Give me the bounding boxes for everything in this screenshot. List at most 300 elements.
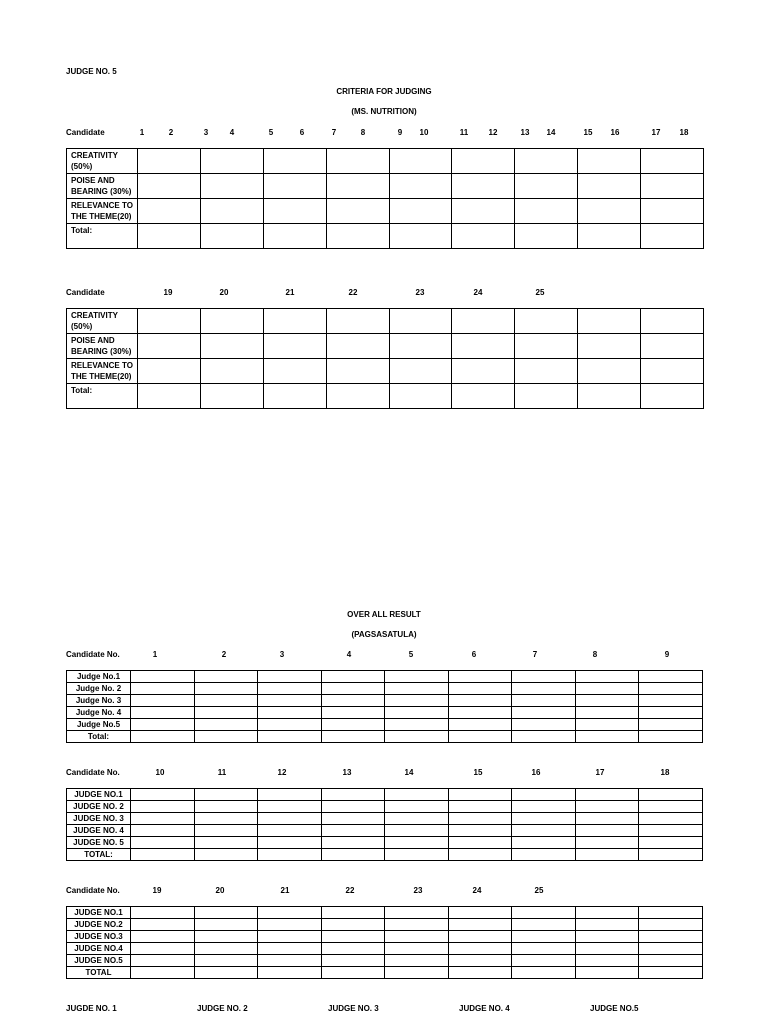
result-cell[interactable] — [639, 695, 703, 707]
result-cell[interactable] — [639, 931, 703, 943]
result-cell[interactable] — [512, 955, 576, 967]
result-cell[interactable] — [448, 719, 512, 731]
candidate-number: 21 — [285, 288, 295, 297]
result-cell[interactable] — [131, 731, 195, 743]
score-cell[interactable] — [515, 199, 578, 224]
result-cell[interactable] — [131, 955, 195, 967]
result-cell[interactable] — [448, 695, 512, 707]
result-cell[interactable] — [194, 695, 258, 707]
result-cell[interactable] — [194, 955, 258, 967]
score-cell[interactable] — [452, 384, 515, 409]
result-cell[interactable] — [575, 955, 639, 967]
result-cell[interactable] — [448, 907, 512, 919]
judge-row-label: JUDGE NO.4 — [67, 943, 131, 955]
result-cell[interactable] — [321, 801, 385, 813]
result-header-row-2 — [66, 769, 706, 777]
result-cell[interactable] — [194, 825, 258, 837]
score-cell[interactable] — [578, 359, 641, 384]
score-cell[interactable] — [263, 149, 326, 174]
score-cell[interactable] — [200, 384, 263, 409]
score-cell[interactable] — [389, 309, 452, 334]
result-cell[interactable] — [575, 813, 639, 825]
score-cell[interactable] — [326, 334, 389, 359]
score-cell[interactable] — [452, 199, 515, 224]
score-cell[interactable] — [452, 309, 515, 334]
result-cell[interactable] — [258, 695, 322, 707]
result-cell[interactable] — [258, 967, 322, 979]
result-cell[interactable] — [385, 671, 449, 683]
result-cell[interactable] — [512, 671, 576, 683]
result-cell[interactable] — [448, 683, 512, 695]
total-row-label: TOTAL: — [67, 849, 131, 861]
score-cell[interactable] — [326, 199, 389, 224]
result-cell[interactable] — [131, 967, 195, 979]
result-cell[interactable] — [321, 719, 385, 731]
score-cell[interactable] — [515, 224, 578, 249]
score-cell[interactable] — [326, 149, 389, 174]
result-cell[interactable] — [321, 695, 385, 707]
result-cell[interactable] — [385, 919, 449, 931]
result-cell[interactable] — [258, 907, 322, 919]
result-cell[interactable] — [385, 837, 449, 849]
result-cell[interactable] — [512, 707, 576, 719]
result-cell[interactable] — [131, 683, 195, 695]
result-cell[interactable] — [385, 695, 449, 707]
score-cell[interactable] — [138, 199, 201, 224]
result-cell[interactable] — [194, 731, 258, 743]
candidate-number: 3 — [279, 650, 285, 659]
judge-row-label: JUDGE NO.3 — [67, 931, 131, 943]
result-cell[interactable] — [639, 719, 703, 731]
result-cell[interactable] — [131, 789, 195, 801]
result-cell[interactable] — [512, 837, 576, 849]
result-cell[interactable] — [512, 943, 576, 955]
result-cell[interactable] — [512, 731, 576, 743]
result-cell[interactable] — [639, 707, 703, 719]
score-cell[interactable] — [263, 309, 326, 334]
result-cell[interactable] — [131, 825, 195, 837]
result-cell[interactable] — [512, 931, 576, 943]
score-cell[interactable] — [326, 309, 389, 334]
result-cell[interactable] — [194, 801, 258, 813]
criteria-label: POISE AND BEARING (30%) — [67, 334, 138, 359]
candidate-number: 9 — [397, 128, 403, 137]
criteria-label: RELEVANCE TO THE THEME(20) — [67, 199, 138, 224]
candidate-number: 18 — [679, 128, 689, 137]
score-cell[interactable] — [263, 174, 326, 199]
candidate-number: 2 — [168, 128, 174, 137]
candidate-number: 11 — [459, 128, 469, 137]
judge-row-label: JUDGE NO. 5 — [67, 837, 131, 849]
score-cell[interactable] — [641, 149, 704, 174]
result-cell[interactable] — [639, 813, 703, 825]
result-cell[interactable] — [639, 683, 703, 695]
criteria-label: CREATIVITY (50%) — [67, 309, 138, 334]
candidate-number: 15 — [583, 128, 593, 137]
result-cell[interactable] — [385, 825, 449, 837]
result-cell[interactable] — [194, 931, 258, 943]
score-cell[interactable] — [138, 334, 201, 359]
result-cell[interactable] — [321, 813, 385, 825]
score-cell[interactable] — [389, 199, 452, 224]
score-cell[interactable] — [452, 149, 515, 174]
candidate-number: 10 — [419, 128, 429, 137]
result-cell[interactable] — [385, 955, 449, 967]
result-cell[interactable] — [194, 719, 258, 731]
criteria-label: Total: — [67, 224, 138, 249]
result-cell[interactable] — [194, 849, 258, 861]
result-cell[interactable] — [639, 731, 703, 743]
result-cell[interactable] — [385, 943, 449, 955]
criteria-subtitle: (MS. NUTRITION) — [351, 107, 417, 116]
score-cell[interactable] — [263, 384, 326, 409]
result-cell[interactable] — [258, 919, 322, 931]
score-cell[interactable] — [515, 174, 578, 199]
score-cell[interactable] — [578, 149, 641, 174]
result-cell[interactable] — [575, 919, 639, 931]
candidate-number: 6 — [471, 650, 477, 659]
score-cell[interactable] — [578, 224, 641, 249]
result-cell[interactable] — [639, 967, 703, 979]
result-cell[interactable] — [512, 683, 576, 695]
result-cell[interactable] — [321, 789, 385, 801]
result-cell[interactable] — [258, 719, 322, 731]
score-cell[interactable] — [578, 199, 641, 224]
result-cell[interactable] — [385, 789, 449, 801]
score-cell[interactable] — [641, 359, 704, 384]
result-cell[interactable] — [448, 967, 512, 979]
score-cell[interactable] — [200, 359, 263, 384]
candidate-number: 24 — [472, 886, 482, 895]
score-cell[interactable] — [200, 224, 263, 249]
score-cell[interactable] — [515, 309, 578, 334]
score-cell[interactable] — [138, 359, 201, 384]
score-cell[interactable] — [200, 309, 263, 334]
score-cell[interactable] — [200, 334, 263, 359]
result-cell[interactable] — [131, 707, 195, 719]
result-cell[interactable] — [385, 849, 449, 861]
candidate-number: 21 — [280, 886, 290, 895]
result-cell[interactable] — [321, 955, 385, 967]
result-cell[interactable] — [639, 671, 703, 683]
score-cell[interactable] — [641, 309, 704, 334]
result-cell[interactable] — [321, 931, 385, 943]
result-cell[interactable] — [131, 931, 195, 943]
candidate-number: 7 — [532, 650, 538, 659]
result-cell[interactable] — [385, 707, 449, 719]
score-cell[interactable] — [326, 359, 389, 384]
result-cell[interactable] — [131, 671, 195, 683]
result-cell[interactable] — [448, 801, 512, 813]
result-cell[interactable] — [194, 707, 258, 719]
result-cell[interactable] — [258, 801, 322, 813]
result-cell[interactable] — [194, 907, 258, 919]
score-cell[interactable] — [578, 384, 641, 409]
candidate-number: 7 — [331, 128, 337, 137]
result-cell[interactable] — [575, 695, 639, 707]
score-cell[interactable] — [641, 334, 704, 359]
judge-row-label: JUDGE NO. 3 — [67, 813, 131, 825]
candidate-number: 1 — [152, 650, 158, 659]
result-cell[interactable] — [448, 731, 512, 743]
result-cell[interactable] — [321, 731, 385, 743]
result-cell[interactable] — [385, 931, 449, 943]
result-cell[interactable] — [575, 789, 639, 801]
result-cell[interactable] — [321, 825, 385, 837]
result-cell[interactable] — [131, 943, 195, 955]
candidate-number: 25 — [535, 288, 545, 297]
judge-row-label: JUDGE NO. 2 — [67, 801, 131, 813]
score-cell[interactable] — [389, 334, 452, 359]
result-cell[interactable] — [575, 849, 639, 861]
result-cell[interactable] — [575, 907, 639, 919]
candidate-number: 5 — [408, 650, 414, 659]
criteria-label: CREATIVITY (50%) — [67, 149, 138, 174]
result-cell[interactable] — [639, 943, 703, 955]
score-cell[interactable] — [326, 174, 389, 199]
result-cell[interactable] — [639, 837, 703, 849]
score-cell[interactable] — [200, 174, 263, 199]
result-cell[interactable] — [639, 825, 703, 837]
overall-subtitle: (PAGSASATULA) — [351, 630, 417, 639]
judge-row-label: Judge No. 2 — [67, 683, 131, 695]
result-cell[interactable] — [194, 943, 258, 955]
result-cell[interactable] — [258, 955, 322, 967]
result-cell[interactable] — [575, 707, 639, 719]
result-cell[interactable] — [258, 683, 322, 695]
result-cell[interactable] — [448, 955, 512, 967]
result-cell[interactable] — [258, 707, 322, 719]
score-cell[interactable] — [389, 359, 452, 384]
score-cell[interactable] — [389, 224, 452, 249]
result-cell[interactable] — [512, 789, 576, 801]
footer-judge-4: JUDGE NO. 4 — [459, 1004, 510, 1013]
result-cell[interactable] — [258, 789, 322, 801]
score-cell[interactable] — [515, 149, 578, 174]
candidate-number: 4 — [346, 650, 352, 659]
footer-judge-1: JUGDE NO. 1 — [66, 1004, 117, 1013]
score-cell[interactable] — [138, 174, 201, 199]
result-cell[interactable] — [575, 719, 639, 731]
result-cell[interactable] — [448, 849, 512, 861]
result-cell[interactable] — [385, 731, 449, 743]
result-cell[interactable] — [512, 919, 576, 931]
candidate-number: 22 — [348, 288, 358, 297]
result-cell[interactable] — [385, 719, 449, 731]
result-cell[interactable] — [448, 707, 512, 719]
result-cell[interactable] — [512, 813, 576, 825]
score-cell[interactable] — [578, 334, 641, 359]
score-cell[interactable] — [452, 359, 515, 384]
candidate-number: 4 — [229, 128, 235, 137]
candidate-number: 20 — [215, 886, 225, 895]
score-cell[interactable] — [200, 149, 263, 174]
result-cell[interactable] — [385, 683, 449, 695]
score-cell[interactable] — [389, 174, 452, 199]
result-cell[interactable] — [131, 837, 195, 849]
result-cell[interactable] — [258, 931, 322, 943]
candidate-number: 14 — [404, 768, 414, 777]
result-cell[interactable] — [194, 789, 258, 801]
result-cell[interactable] — [448, 813, 512, 825]
score-cell[interactable] — [138, 149, 201, 174]
result-cell[interactable] — [321, 837, 385, 849]
result-cell[interactable] — [575, 967, 639, 979]
judge-row-label: JUDGE NO.1 — [67, 907, 131, 919]
criteria-label: RELEVANCE TO THE THEME(20) — [67, 359, 138, 384]
result-cell[interactable] — [258, 813, 322, 825]
candidate-number: 8 — [592, 650, 598, 659]
result-cell[interactable] — [448, 919, 512, 931]
result-cell[interactable] — [575, 931, 639, 943]
result-cell[interactable] — [639, 907, 703, 919]
result-cell[interactable] — [194, 919, 258, 931]
result-cell[interactable] — [321, 907, 385, 919]
score-cell[interactable] — [138, 224, 201, 249]
candidate-no-header-label: Candidate No. — [66, 650, 120, 659]
result-header-row-3 — [66, 887, 706, 895]
result-cell[interactable] — [131, 849, 195, 861]
judge-row-label: Judge No. 3 — [67, 695, 131, 707]
candidate-number: 17 — [651, 128, 661, 137]
result-cell[interactable] — [512, 825, 576, 837]
overall-title: OVER ALL RESULT — [347, 610, 421, 619]
score-cell[interactable] — [452, 224, 515, 249]
result-cell[interactable] — [194, 683, 258, 695]
result-cell[interactable] — [575, 671, 639, 683]
score-cell[interactable] — [263, 334, 326, 359]
result-cell[interactable] — [258, 837, 322, 849]
result-cell[interactable] — [639, 919, 703, 931]
criteria-title: CRITERIA FOR JUDGING — [336, 87, 432, 96]
result-cell[interactable] — [512, 801, 576, 813]
result-cell[interactable] — [575, 801, 639, 813]
result-cell[interactable] — [448, 943, 512, 955]
result-cell[interactable] — [448, 789, 512, 801]
result-cell[interactable] — [131, 907, 195, 919]
score-cell[interactable] — [138, 384, 201, 409]
score-cell[interactable] — [389, 149, 452, 174]
candidate-number: 14 — [546, 128, 556, 137]
result-cell[interactable] — [639, 801, 703, 813]
score-cell[interactable] — [200, 199, 263, 224]
result-header-row-1 — [66, 651, 706, 659]
result-cell[interactable] — [385, 813, 449, 825]
result-cell[interactable] — [131, 801, 195, 813]
result-table-1 — [66, 670, 703, 743]
footer-judge-5: JUDGE NO.5 — [590, 1004, 639, 1013]
result-cell[interactable] — [258, 825, 322, 837]
result-cell[interactable] — [575, 943, 639, 955]
result-cell[interactable] — [512, 849, 576, 861]
result-cell[interactable] — [385, 907, 449, 919]
result-cell[interactable] — [321, 943, 385, 955]
result-cell[interactable] — [575, 837, 639, 849]
result-cell[interactable] — [385, 801, 449, 813]
score-cell[interactable] — [641, 174, 704, 199]
result-cell[interactable] — [194, 837, 258, 849]
score-cell[interactable] — [515, 359, 578, 384]
result-cell[interactable] — [258, 849, 322, 861]
result-cell[interactable] — [639, 789, 703, 801]
candidate-no-header-label: Candidate No. — [66, 768, 120, 777]
result-cell[interactable] — [448, 671, 512, 683]
candidate-number: 12 — [277, 768, 287, 777]
result-cell[interactable] — [321, 707, 385, 719]
score-cell[interactable] — [263, 359, 326, 384]
result-cell[interactable] — [575, 731, 639, 743]
score-cell[interactable] — [641, 384, 704, 409]
result-cell[interactable] — [448, 837, 512, 849]
result-cell[interactable] — [131, 695, 195, 707]
result-cell[interactable] — [512, 967, 576, 979]
score-cell[interactable] — [452, 334, 515, 359]
result-cell[interactable] — [194, 967, 258, 979]
score-cell[interactable] — [389, 384, 452, 409]
result-cell[interactable] — [321, 849, 385, 861]
result-cell[interactable] — [575, 825, 639, 837]
candidate-number: 17 — [595, 768, 605, 777]
score-cell[interactable] — [515, 334, 578, 359]
score-cell[interactable] — [641, 224, 704, 249]
result-cell[interactable] — [321, 919, 385, 931]
score-cell[interactable] — [515, 384, 578, 409]
result-cell[interactable] — [131, 719, 195, 731]
result-cell[interactable] — [131, 919, 195, 931]
score-cell[interactable] — [452, 174, 515, 199]
result-cell[interactable] — [639, 955, 703, 967]
result-cell[interactable] — [385, 967, 449, 979]
score-cell[interactable] — [578, 174, 641, 199]
result-table-3 — [66, 906, 703, 979]
score-cell[interactable] — [263, 199, 326, 224]
result-cell[interactable] — [448, 825, 512, 837]
candidate-number: 22 — [345, 886, 355, 895]
score-cell[interactable] — [326, 224, 389, 249]
candidate-number: 20 — [219, 288, 229, 297]
result-cell[interactable] — [448, 931, 512, 943]
result-cell[interactable] — [512, 907, 576, 919]
criteria-label: POISE AND BEARING (30%) — [67, 174, 138, 199]
result-cell[interactable] — [512, 719, 576, 731]
score-cell[interactable] — [138, 309, 201, 334]
result-cell[interactable] — [321, 671, 385, 683]
score-cell[interactable] — [641, 199, 704, 224]
score-cell[interactable] — [326, 384, 389, 409]
footer-judge-3: JUDGE NO. 3 — [328, 1004, 379, 1013]
result-cell[interactable] — [258, 731, 322, 743]
judge-row-label: JUDGE NO.5 — [67, 955, 131, 967]
score-cell[interactable] — [263, 224, 326, 249]
result-cell[interactable] — [321, 967, 385, 979]
result-cell[interactable] — [258, 671, 322, 683]
judge-row-label: Judge No.5 — [67, 719, 131, 731]
result-cell[interactable] — [321, 683, 385, 695]
result-cell[interactable] — [639, 849, 703, 861]
candidate-header-label: Candidate — [66, 128, 105, 137]
result-cell[interactable] — [512, 695, 576, 707]
result-cell[interactable] — [575, 683, 639, 695]
judge-row-label: JUDGE NO.2 — [67, 919, 131, 931]
result-cell[interactable] — [194, 671, 258, 683]
result-cell[interactable] — [131, 813, 195, 825]
candidate-number: 3 — [203, 128, 209, 137]
result-cell[interactable] — [258, 943, 322, 955]
result-cell[interactable] — [194, 813, 258, 825]
candidate-number: 24 — [473, 288, 483, 297]
score-cell[interactable] — [578, 309, 641, 334]
criteria-table-1 — [66, 148, 704, 249]
